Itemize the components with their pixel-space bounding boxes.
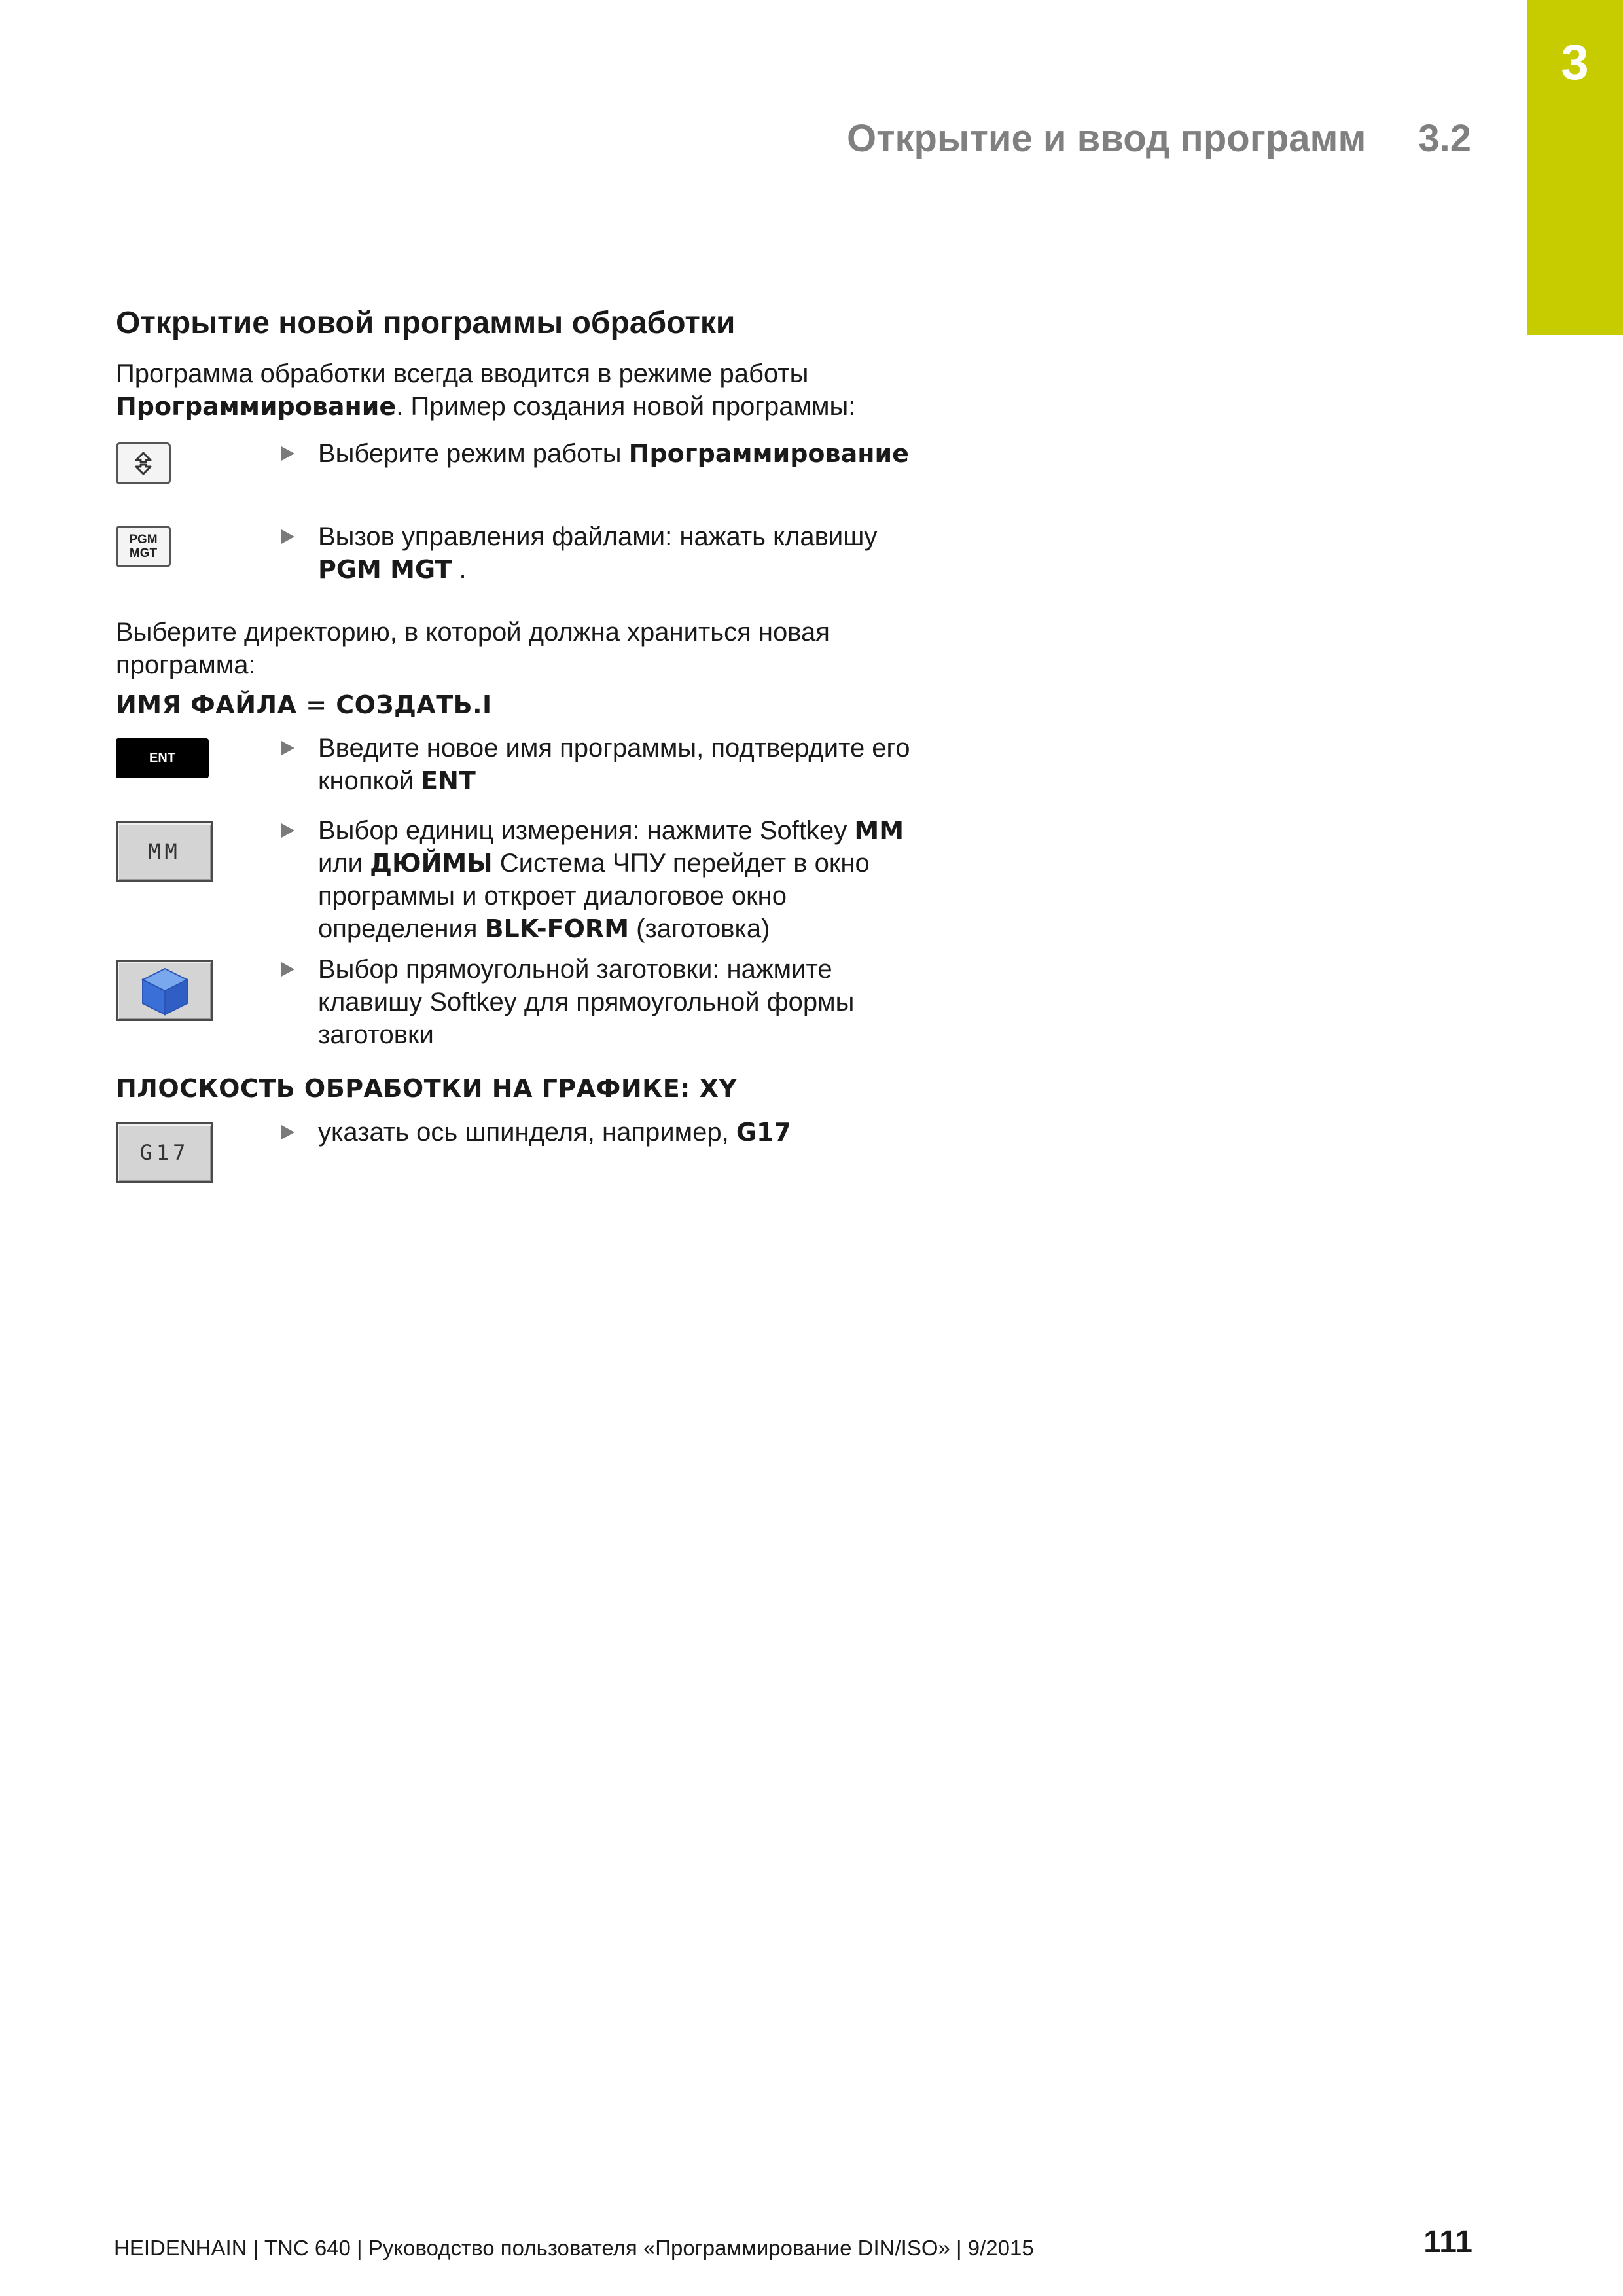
step-bold: Программирование xyxy=(628,439,909,468)
step-text: (заготовка) xyxy=(629,914,770,943)
dialog-file-name: ИМЯ ФАЙЛА = СОЗДАТЬ.I xyxy=(116,691,492,719)
step-text: указать ось шпинделя, например, xyxy=(318,1118,736,1147)
intro-bold: Программирование xyxy=(116,392,397,421)
step-bold-blkform: BLK-FORM xyxy=(484,914,630,943)
pgm-key-label-2: MGT xyxy=(129,547,158,560)
header-section: 3.2 xyxy=(1418,117,1471,160)
chapter-tab xyxy=(1527,0,1623,335)
directory-paragraph: Выберите директорию, в которой должна храниться новая программа: xyxy=(116,618,830,679)
intro-line1: Программа обработки всегда вводится в режиме работы xyxy=(116,359,809,388)
step-text: Выберите режим работы xyxy=(318,439,629,468)
chapter-number: 3 xyxy=(1561,35,1589,90)
step-select-blank xyxy=(281,953,923,1051)
running-header xyxy=(847,117,1471,160)
page-number: 111 xyxy=(1423,2225,1472,2259)
intro-rest: . Пример создания новой программы: xyxy=(396,392,856,421)
step-text: Выбор прямоугольной заготовки: нажмите клавишу Softkey для прямоугольной формы заготовки xyxy=(318,955,855,1049)
step-bold: PGM MGT xyxy=(318,555,452,584)
g17-softkey-label: G17 xyxy=(139,1140,190,1165)
step-text: Введите новое имя программы, подтвердите его кнопкой xyxy=(318,734,910,795)
programming-mode-key[interactable] xyxy=(116,442,171,484)
step-bold-mm: MM xyxy=(854,816,904,845)
cube-icon xyxy=(118,962,211,1019)
step-text: Выбор единиц измерения: нажмите Softkey xyxy=(318,816,855,845)
bullet-triangle-icon xyxy=(281,741,294,755)
step-enter-name xyxy=(281,732,923,797)
step-text: Система ЧПУ перейдет в окно программы и откроет диалоговое окно определения xyxy=(318,849,870,943)
bullet-triangle-icon xyxy=(281,446,294,461)
g17-softkey[interactable] xyxy=(116,1122,213,1183)
section-heading: Открытие новой программы обработки xyxy=(116,306,736,340)
ent-key[interactable]: ENT xyxy=(116,738,209,778)
mm-softkey-label: MM xyxy=(148,839,181,864)
step-spindle-axis xyxy=(281,1116,923,1149)
dialog-working-plane: ПЛОСКОСТЬ ОБРАБОТКИ НА ГРАФИКЕ: XY xyxy=(116,1074,738,1103)
pgm-mgt-key[interactable] xyxy=(116,526,171,567)
page-footer: HEIDENHAIN | TNC 640 | Руководство пользователя «Программирование DIN/ISO» | 9/2015 xyxy=(114,2236,1034,2260)
intro-paragraph xyxy=(116,357,921,423)
step-select-mode xyxy=(281,437,923,470)
pgm-key-label-1: PGM xyxy=(129,533,158,547)
header-title: Открытие и ввод программ xyxy=(846,117,1366,160)
step-select-units xyxy=(281,814,923,945)
step-text: или xyxy=(318,849,370,878)
bullet-triangle-icon xyxy=(281,1125,294,1139)
rectangular-blank-softkey[interactable] xyxy=(116,960,213,1021)
mm-softkey[interactable] xyxy=(116,821,213,882)
step-file-manager xyxy=(281,520,923,586)
step-text: Вызов управления файлами: нажать клавишу xyxy=(318,522,878,551)
step-bold-inch: ДЮЙМЫ xyxy=(370,849,493,878)
bullet-triangle-icon xyxy=(281,962,294,977)
programming-mode-icon xyxy=(118,444,169,482)
step-bold: ENT xyxy=(421,766,476,795)
bullet-triangle-icon xyxy=(281,529,294,544)
bullet-triangle-icon xyxy=(281,823,294,838)
step-bold: G17 xyxy=(736,1118,791,1147)
step-tail: . xyxy=(452,555,467,584)
